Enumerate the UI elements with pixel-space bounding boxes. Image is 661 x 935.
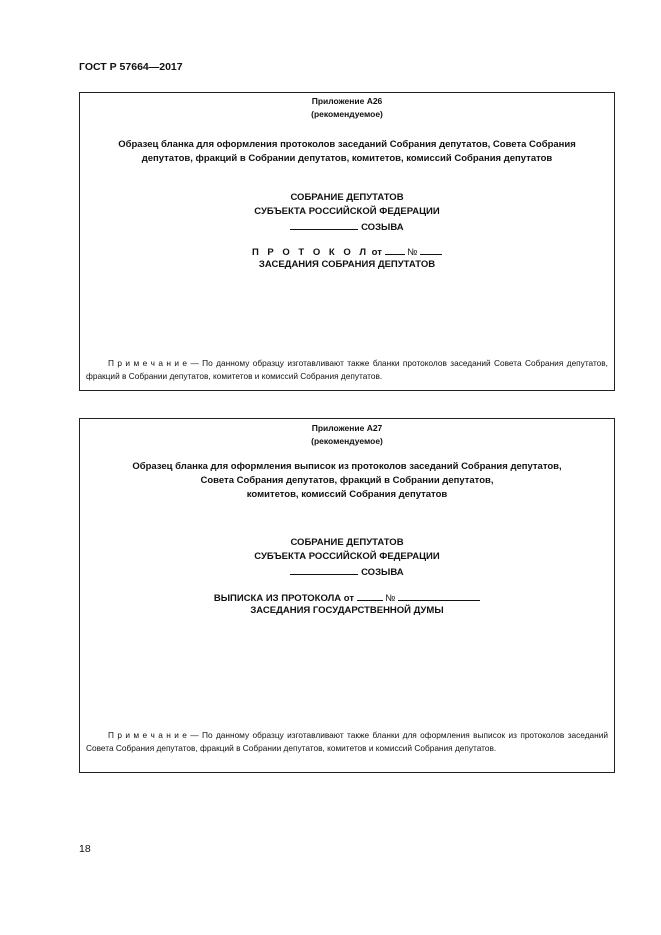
number-label: № bbox=[407, 247, 418, 258]
appendix-title: Приложение А26 bbox=[311, 96, 383, 106]
blank-field bbox=[420, 245, 442, 255]
page-number: 18 bbox=[79, 843, 91, 855]
caption-line: Совета Собрания депутатов, фракций в Собрании депутатов, bbox=[200, 475, 494, 486]
note bbox=[86, 357, 608, 383]
convocation-line bbox=[80, 565, 614, 578]
blank-field bbox=[357, 591, 383, 601]
protocol-line bbox=[80, 245, 614, 258]
note-label: П р и м е ч а н и е bbox=[108, 358, 188, 368]
note bbox=[86, 729, 608, 755]
from-label: от bbox=[371, 247, 382, 258]
note-label: П р и м е ч а н и е bbox=[108, 730, 187, 740]
org-line: СОБРАНИЕ ДЕПУТАТОВ bbox=[290, 537, 404, 548]
convocation-line bbox=[80, 220, 614, 233]
appendix-title: Приложение А27 bbox=[311, 423, 383, 433]
extract-label: ВЫПИСКА ИЗ ПРОТОКОЛА от bbox=[213, 593, 354, 604]
caption-line: Образец бланка для оформления протоколов заседаний Собрания депутатов, Совета Собрания bbox=[118, 139, 576, 150]
appendix-a27-box bbox=[79, 418, 615, 773]
meeting-line: ЗАСЕДАНИЯ ГОСУДАРСТВЕННОЙ ДУМЫ bbox=[250, 605, 444, 616]
blank-field bbox=[290, 565, 358, 575]
note-text: — По данному образцу изготавливают также бланки для оформления выписок из протоколов заседаний Совета Собрания депутатов, фракций в Собрании депутатов, комитетов и комиссий Собрания депутатов. bbox=[86, 730, 609, 753]
blank-field bbox=[290, 220, 358, 230]
standard-header: ГОСТ Р 57664—2017 bbox=[79, 61, 183, 73]
caption-line: Образец бланка для оформления выписок из протоколов заседаний Собрания депутатов, bbox=[132, 461, 562, 472]
number-label: № bbox=[385, 593, 396, 604]
extract-line bbox=[80, 591, 614, 604]
caption-line: комитетов, комиссий Собрания депутатов bbox=[246, 489, 448, 500]
caption-line: депутатов, фракций в Собрании депутатов, комитетов, комиссий Собрания депутатов bbox=[141, 153, 553, 164]
convocation-label: СОЗЫВА bbox=[361, 222, 404, 233]
appendix-a26-box bbox=[79, 92, 615, 391]
meeting-line: ЗАСЕДАНИЯ СОБРАНИЯ ДЕПУТАТОВ bbox=[258, 259, 436, 270]
appendix-status: (рекомендуемое) bbox=[311, 109, 383, 119]
org-line: СУБЪЕКТА РОССИЙСКОЙ ФЕДЕРАЦИИ bbox=[254, 206, 440, 217]
org-line: СОБРАНИЕ ДЕПУТАТОВ bbox=[290, 192, 404, 203]
blank-field bbox=[385, 245, 405, 255]
protocol-label: П Р О Т О К О Л bbox=[251, 247, 370, 258]
convocation-label: СОЗЫВА bbox=[361, 567, 404, 578]
org-line: СУБЪЕКТА РОССИЙСКОЙ ФЕДЕРАЦИИ bbox=[254, 551, 440, 562]
blank-field bbox=[398, 591, 480, 601]
note-text: — По данному образцу изготавливают также бланки протоколов заседаний Совета Собрания депутатов, фракций в Собрании депутатов, комитетов и комиссий Собрания депутатов. bbox=[86, 358, 608, 381]
appendix-status: (рекомендуемое) bbox=[311, 436, 383, 446]
